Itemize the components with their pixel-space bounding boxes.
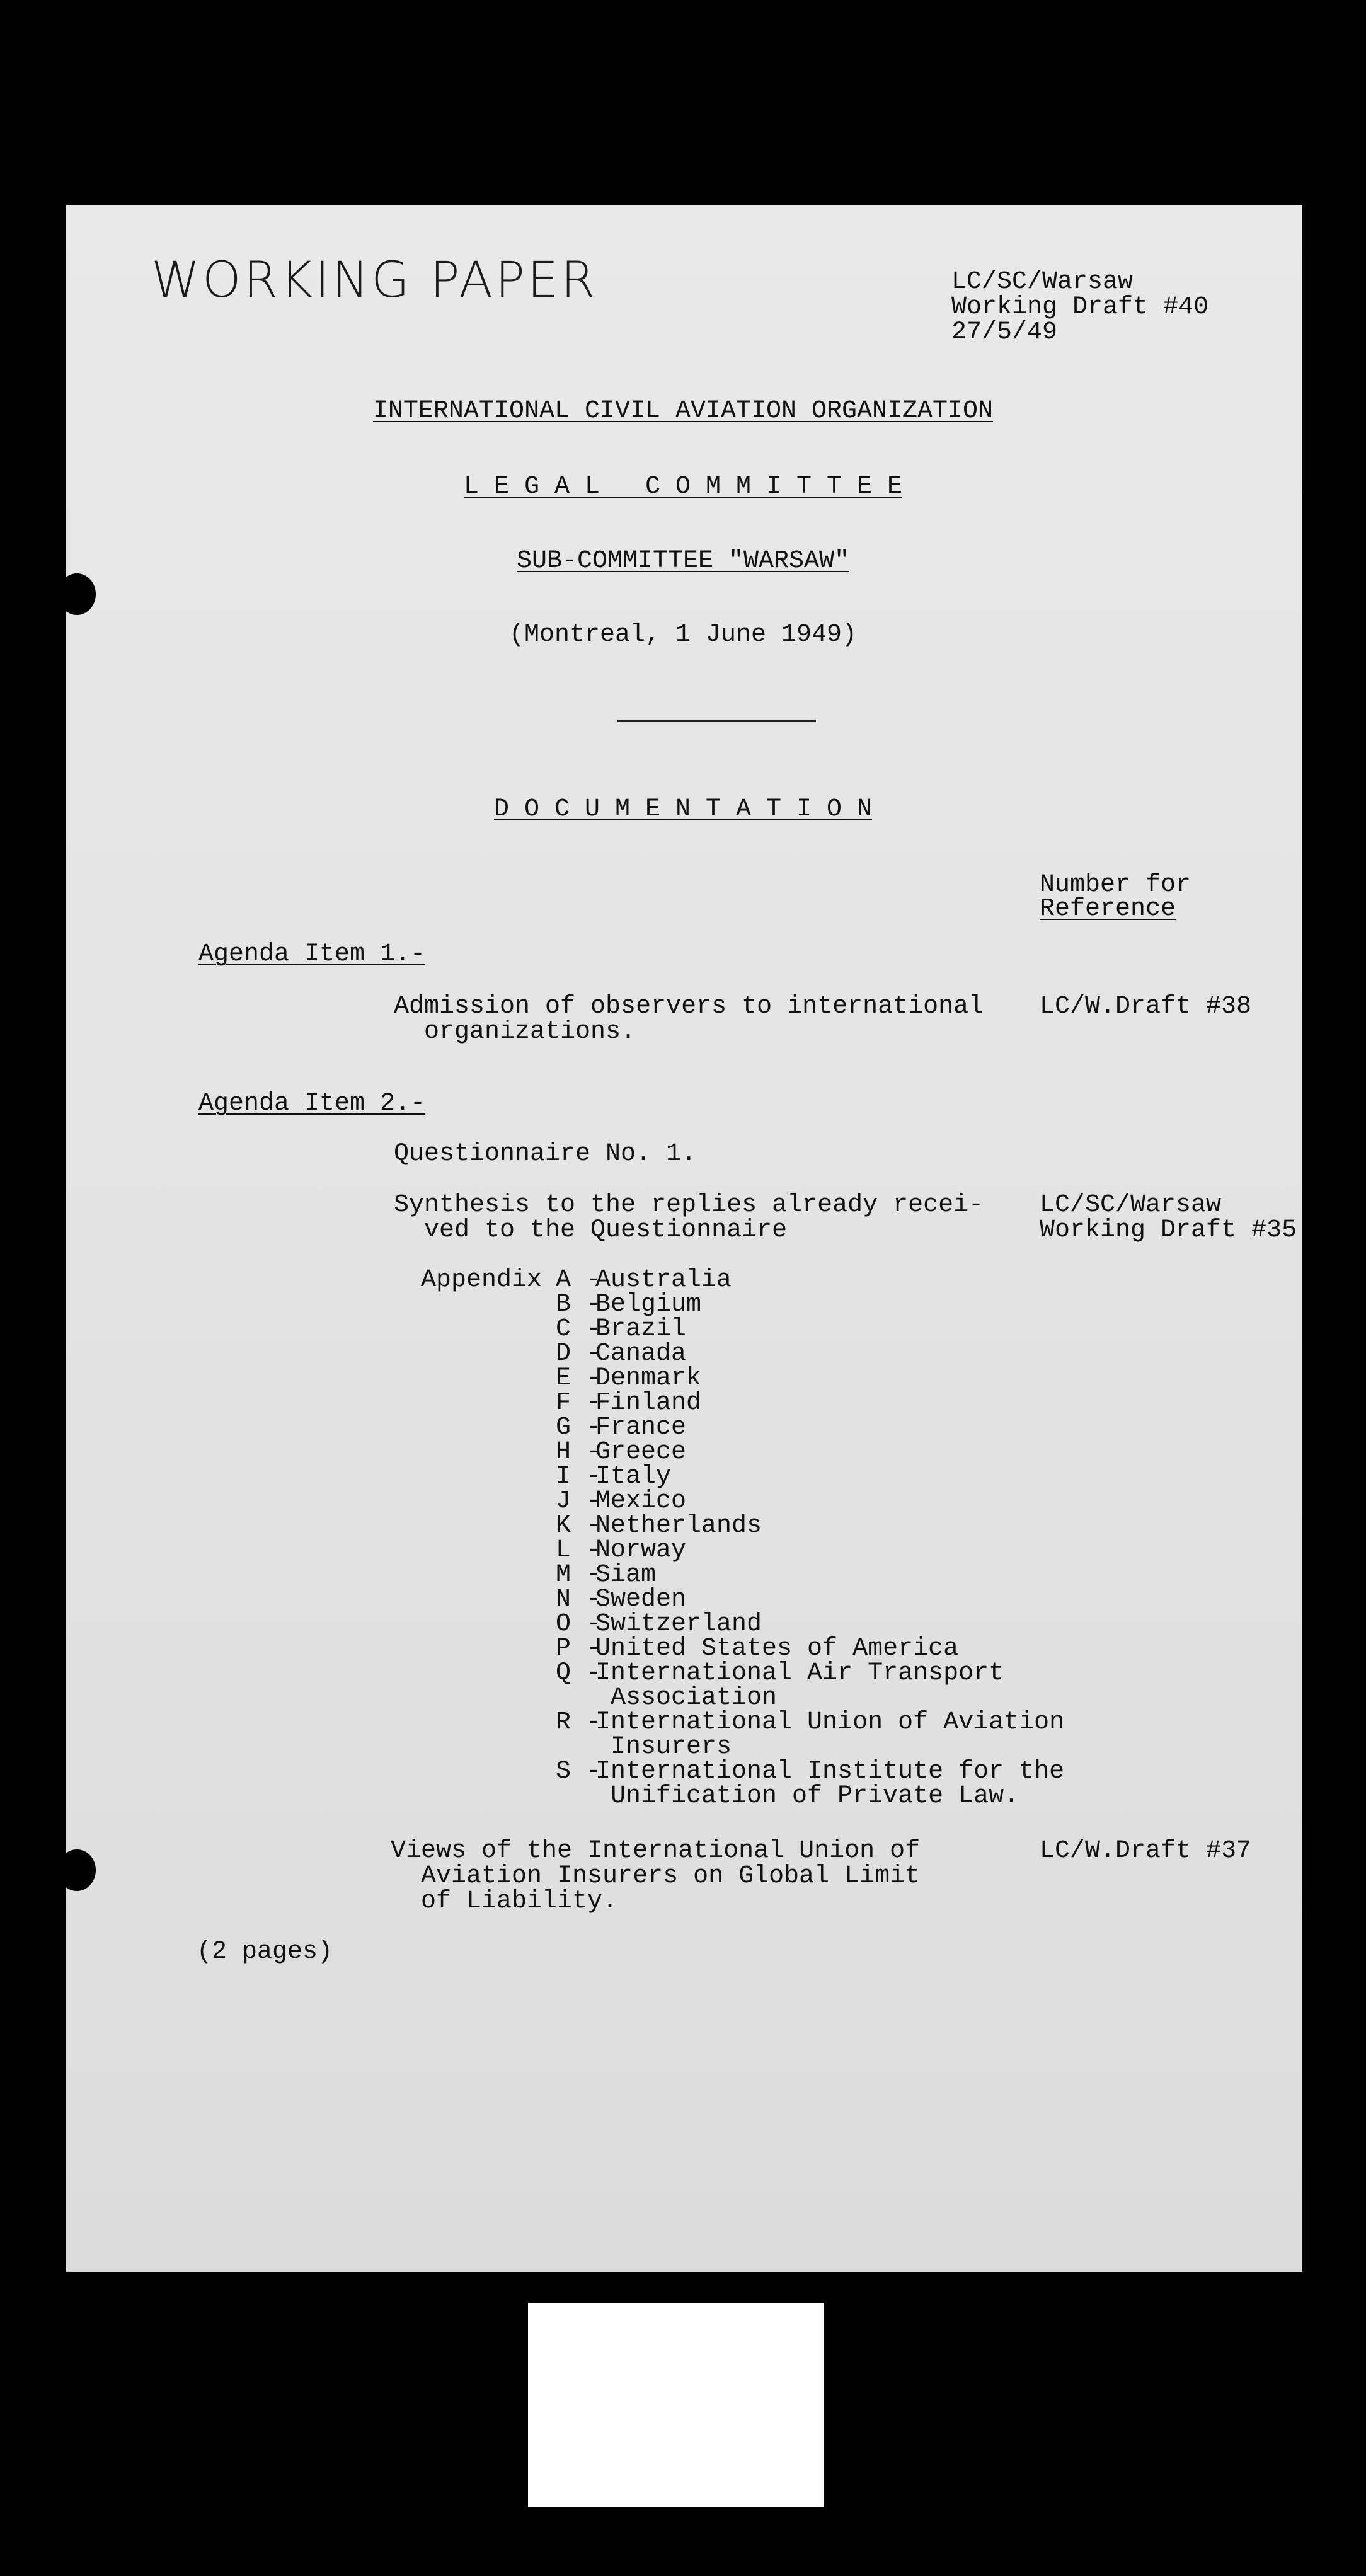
appendix-name: Switzerland xyxy=(595,1610,762,1638)
appendix-letter: A - xyxy=(556,1266,602,1294)
appendix-label: Appendix xyxy=(421,1266,542,1294)
appendix-name: Netherlands xyxy=(595,1512,762,1540)
appendix-letter: K - xyxy=(556,1512,602,1540)
appendix-name: Greece xyxy=(595,1438,687,1466)
appendix-name: Finland xyxy=(595,1389,702,1417)
appendix-letter: E - xyxy=(556,1364,602,1393)
section-title: D O C U M E N T A T I O N xyxy=(493,795,873,824)
appendix-name: Denmark xyxy=(595,1364,702,1393)
appendix-name: Insurers xyxy=(595,1733,732,1761)
blank-card xyxy=(528,2303,824,2507)
appendix-name: Italy xyxy=(595,1463,672,1491)
subcommittee-title: SUB-COMMITTEE "WARSAW" xyxy=(516,547,850,575)
reference-line: 27/5/49 xyxy=(951,318,1058,347)
appendix-letter xyxy=(556,1686,594,1710)
synthesis-line: Synthesis to the replies already recei- xyxy=(394,1191,984,1219)
appendix-name: Siam xyxy=(595,1561,657,1589)
appendix-letter: M - xyxy=(556,1561,602,1589)
reference-number: Working Draft #35 xyxy=(1040,1216,1297,1245)
appendix-name: Unification of Private Law. xyxy=(595,1782,1019,1810)
views-line: Views of the International Union of xyxy=(391,1837,921,1865)
appendix-letter: I - xyxy=(556,1463,602,1491)
appendix-name: France xyxy=(595,1413,687,1442)
appendix-name: Association xyxy=(595,1684,778,1712)
appendix-name: United States of America xyxy=(595,1635,959,1663)
appendix-letter: D - xyxy=(556,1340,602,1368)
agenda-description-line: Admission of observers to international xyxy=(394,992,984,1021)
synthesis-line: ved to the Questionnaire xyxy=(394,1216,788,1245)
appendix-name: Brazil xyxy=(595,1315,687,1343)
appendix-letter: C - xyxy=(556,1315,602,1343)
appendix-name: International Institute for the xyxy=(595,1757,1065,1786)
views-line: Aviation Insurers on Global Limit xyxy=(391,1862,921,1890)
committee-title: L E G A L C O M M I T T E E xyxy=(463,473,903,501)
appendix-letters xyxy=(556,1266,602,1808)
appendix-name: International Union of Aviation xyxy=(595,1708,1065,1737)
appendix-letter: F - xyxy=(556,1389,602,1417)
agenda-item-label: Agenda Item 2.- xyxy=(198,1090,426,1118)
appendix-name: Mexico xyxy=(595,1487,687,1515)
document-reference xyxy=(951,270,1208,345)
appendix-letter: L - xyxy=(556,1536,602,1565)
appendix-name: Belgium xyxy=(595,1291,702,1319)
appendix-letter: Q - xyxy=(556,1659,602,1688)
reference-line: LC/SC/Warsaw xyxy=(951,268,1134,296)
appendix-letter: B - xyxy=(556,1291,602,1319)
appendix-name: Sweden xyxy=(595,1585,687,1614)
appendix-letter: G - xyxy=(556,1413,602,1442)
divider xyxy=(617,720,816,722)
appendix-letter: J - xyxy=(556,1487,602,1515)
appendix-letter: H - xyxy=(556,1438,602,1466)
appendix-name: International Air Transport xyxy=(595,1659,1004,1688)
appendix-letter xyxy=(556,1784,594,1808)
reference-number: LC/SC/Warsaw xyxy=(1040,1191,1222,1219)
working-paper-stamp: WORKING PAPER xyxy=(151,252,598,309)
appendix-name: Australia xyxy=(595,1266,732,1294)
column-header-line: Reference xyxy=(1040,895,1176,923)
questionnaire-line: Questionnaire No. 1. xyxy=(394,1140,697,1168)
reference-line: Working Draft #40 xyxy=(951,293,1209,321)
appendix-list xyxy=(595,1268,1064,1808)
appendix-letter: R - xyxy=(556,1708,602,1737)
organization-title: INTERNATIONAL CIVIL AVIATION ORGANIZATION xyxy=(372,397,994,425)
appendix-name: Canada xyxy=(595,1340,687,1368)
appendix-letter: P - xyxy=(556,1635,602,1663)
appendix-letter: S - xyxy=(556,1757,602,1786)
views-line: of Liability. xyxy=(391,1887,618,1916)
reference-number: LC/W.Draft #38 xyxy=(1040,992,1252,1021)
page-count: (2 pages) xyxy=(197,1938,333,1966)
agenda-item-label: Agenda Item 1.- xyxy=(198,940,426,969)
place-date: (Montreal, 1 June 1949) xyxy=(508,621,858,649)
appendix-letter: O - xyxy=(556,1610,602,1638)
appendix-letter xyxy=(556,1735,594,1759)
punch-hole xyxy=(58,1849,96,1891)
appendix-letter: N - xyxy=(556,1585,602,1614)
reference-number: LC/W.Draft #37 xyxy=(1040,1837,1252,1865)
appendix-name: Norway xyxy=(595,1536,687,1565)
punch-hole xyxy=(58,573,96,615)
column-header-line: Number for xyxy=(1040,871,1191,899)
agenda-description-line: organizations. xyxy=(394,1018,636,1046)
